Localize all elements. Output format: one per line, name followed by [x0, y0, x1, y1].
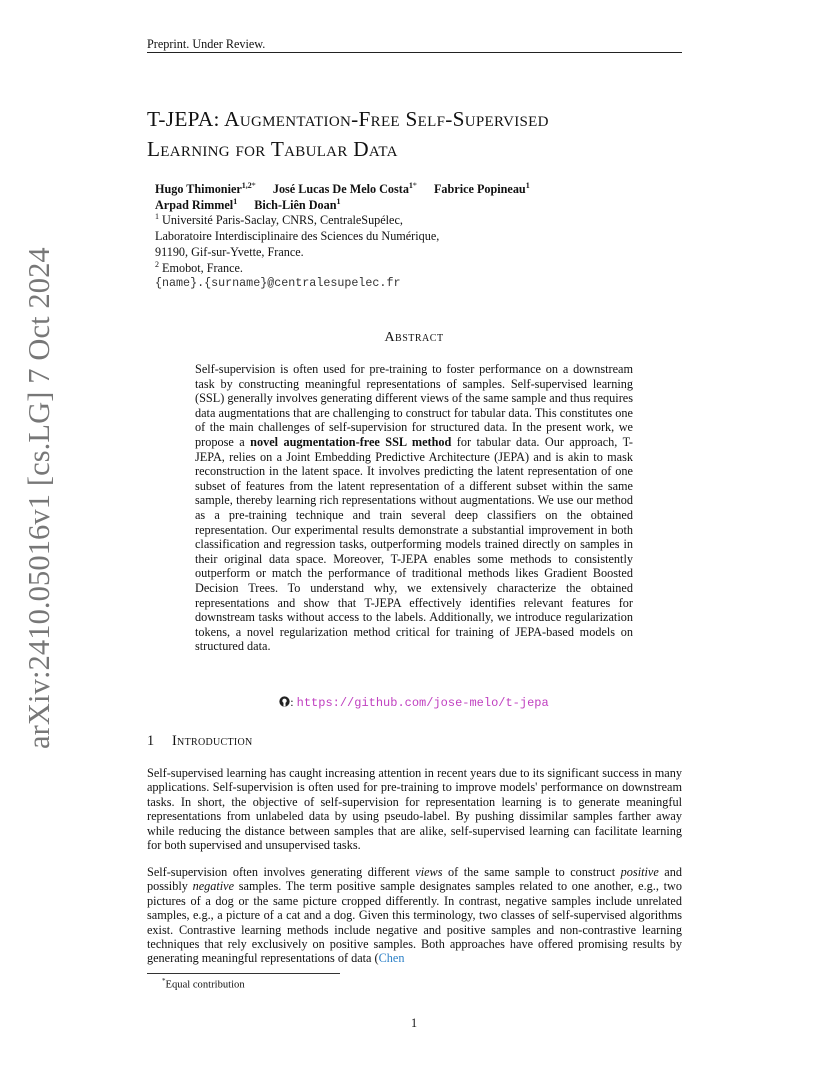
author-block [155, 182, 675, 292]
section-title: Introduction [172, 733, 253, 749]
paper-title [147, 104, 697, 164]
email: {name}.{surname}@centralesupelec.fr [155, 276, 401, 291]
intro-paragraph-1: Self-supervised learning has caught increasing attention in recent years due to its significant success in many applications. Self-supervision is often used for pre-training to improve models' performance on downstream tasks. In short, the objective of self-supervision for representation learning is to generate meaningful representations from unlabeled data by using pseudo-label. By pushing dissimilar samples farther away while reducing the distance between samples that are alike, self-supervised learning can facilitate learning for both supervised and unsupervised tasks. [147, 766, 682, 853]
author-line-2 [155, 198, 675, 214]
author-sup: 1 [525, 180, 530, 190]
section-heading [147, 733, 253, 750]
intro-paragraph-2: Self-supervision often involves generating different views of the same sample to construct positive and possibly negative samples. The term positive sample designates samples related to one another, e.g., two pictures of a dog or the same picture cropped differently. In contrast, negative samples include unrelated samples, e.g., a picture of a cat and a dog. Given this terminology, two classes of self-supervised algorithms exist. Contrastive learning methods include negative and positive samples and non-contrastive learning techniques that rely exclusively on positive samples. Both approaches have offered promising results by generating meaningful representations of data (Chen [147, 865, 683, 966]
abstract-heading: Abstract [384, 330, 444, 345]
author-line-1 [155, 182, 675, 198]
author-sup: 1 [233, 196, 238, 206]
footnote: *Equal contribution [162, 977, 245, 991]
repository-url[interactable]: https://github.com/jose-melo/t-jepa [296, 696, 549, 710]
equal-contrib-mark: * [251, 180, 256, 190]
abstract-emphasis: novel augmentation-free SSL method [250, 434, 452, 449]
equal-contrib-mark: * [412, 180, 417, 190]
author-sup: 1,2 [241, 180, 252, 190]
section-number: 1 [147, 733, 155, 749]
repo-separator: : [290, 695, 294, 709]
author-name: Hugo Thimonier [155, 182, 242, 196]
github-icon [279, 696, 290, 707]
author-sup: 1 [408, 180, 413, 190]
footnote-rule [147, 973, 340, 974]
author-name: José Lucas De Melo Costa [272, 182, 409, 196]
affiliation-1: $^1$ Université Paris-Saclay, CNRS, CentraleSupélec, [155, 212, 403, 228]
running-header: Preprint. Under Review. [147, 37, 682, 53]
abstract-text: Self-supervision is often used for pre-training to foster performance on a downstream task by constructing meaningful representations of samples. Self-supervised learning (SSL) generally involves generating different views of the same sample and thus requires data augmentations that are challenging to construct for tabular data. This constitutes one of the main challenges of self-supervision for structured data. In the present work, we propose a novel augmentation-free SSL method for tabular data. Our approach, T-JEPA, relies on a Joint Embedding Predictive Architecture (JEPA) and is akin to mask reconstruction in the latent space. It involves predicting the latent representation of one subset of features from the latent representation of a different subset within the same sample, thereby learning rich representations without augmentations. We use our method as a pre-training technique and train several deep classifiers on the obtained representation. Our experimental results demonstrate a substantial improvement in both classification and regression tasks, outperforming models trained directly on samples in their original data space. Moreover, T-JEPA enables some methods to consistently outperform or match the performance of traditional methods likes Gradient Boosted Decision Trees. To understand why, we extensively characterize the obtained representations and show that T-JEPA effectively identifies relevant features for downstream tasks without access to the labels. Additionally, we introduce regularization tokens, a novel regularization method critical for training of JEPA-based models on structured data. [195, 362, 634, 654]
title-line-2: Learning for Tabular Data [147, 137, 398, 161]
arxiv-identifier: arXiv:2410.05016v1 [cs.LG] 7 Oct 2024 [22, 247, 56, 749]
author-sup: 1 [336, 196, 341, 206]
affiliation-1-line-3: 91190, Gif-sur-Yvette, France. [155, 244, 304, 259]
affiliation-2: $^2$ Emobot, France. [155, 259, 243, 275]
title-line-1: T-JEPA: Augmentation-Free Self-Supervised [147, 107, 549, 131]
author-name: Arpad Rimmel [155, 197, 234, 212]
affiliation-1-line-2: Laboratoire Interdisciplinaire des Sciences du Numérique, [155, 229, 440, 244]
page-number: 1 [410, 1016, 418, 1030]
citation-link[interactable]: Chen [378, 951, 405, 966]
author-name: Bich-Liên Doan [254, 197, 337, 212]
author-name: Fabrice Popineau [433, 182, 526, 196]
repository-link-line [0, 695, 828, 710]
